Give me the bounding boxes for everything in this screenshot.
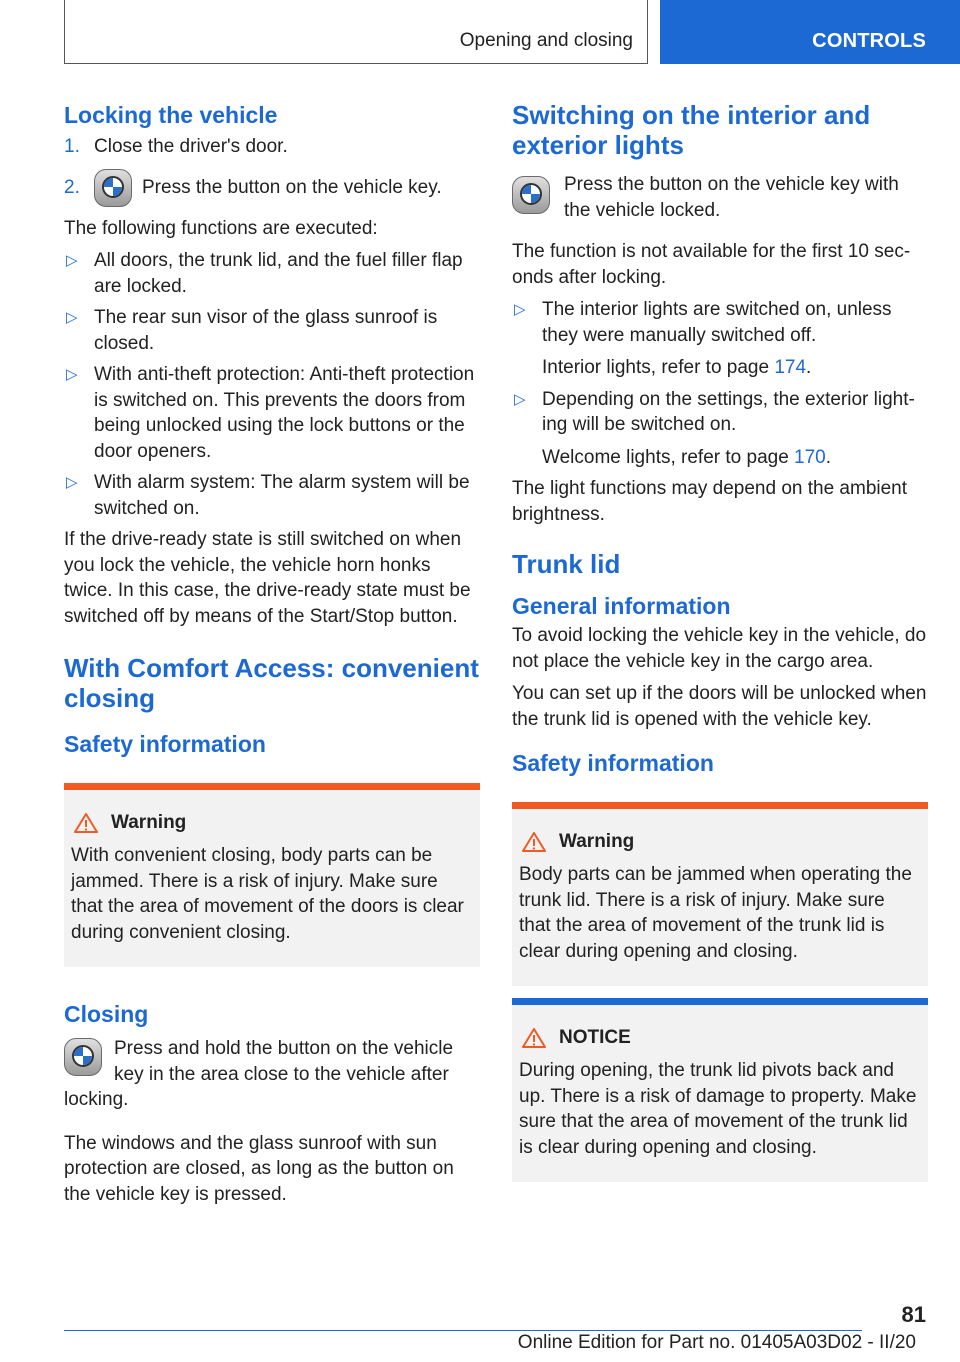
warning-title — [71, 812, 473, 834]
function-item — [64, 470, 480, 521]
step-number: 2. — [64, 176, 80, 198]
warning-title — [519, 831, 921, 853]
comfort-access-heading: With Comfort Access: convenient closing — [64, 653, 479, 713]
footer-divider — [64, 1330, 862, 1331]
notice-title — [519, 1027, 921, 1049]
general-paragraph-1: To avoid locking the vehicle key in the vehicle, do not place the vehicle key in the cargo area. — [512, 625, 927, 672]
warning-text: With convenient closing, body parts can be jammed. There is a risk of injury. Make sure that the area of movement of the doors is clear during convenient closing. — [71, 845, 464, 943]
triangle-bullet-icon: ▷ — [66, 252, 78, 269]
bmw-key-button-icon — [512, 176, 550, 214]
triangle-bullet-icon: ▷ — [66, 474, 78, 491]
trunk-lid-heading: Trunk lid — [512, 549, 621, 579]
warning-box — [64, 783, 480, 967]
edition-text: Online Edition for Part no. 01405A03D02 - II/20 — [517, 1332, 916, 1353]
general-paragraph-2: You can set up if the doors will be unlocked when the trunk lid is opened with the vehicle key. — [512, 683, 927, 730]
step-text: Press the button on the vehicle key. — [142, 176, 442, 198]
safety-heading: Safety information — [64, 731, 266, 757]
functions-intro: The following functions are executed: — [64, 217, 378, 239]
chapter-tab[interactable] — [660, 0, 960, 64]
light-item-text: Depending on the settings, the exterior lighting will be switched on. — [542, 388, 915, 435]
page-link[interactable]: 170 — [794, 446, 826, 468]
light-item — [512, 297, 928, 381]
not-available-paragraph: The function is not available for the first 10 seconds after locking. — [512, 241, 911, 288]
general-info-heading: General information — [512, 593, 731, 619]
notice-title-text: NOTICE — [559, 1027, 631, 1048]
chapter-tab-label: CONTROLS — [812, 30, 926, 52]
safety-heading: Safety information — [512, 750, 714, 776]
triangle-bullet-icon: ▷ — [514, 390, 526, 408]
warning-triangle-icon — [521, 1027, 547, 1049]
closing-heading: Closing — [64, 1001, 149, 1027]
step-1 — [64, 134, 480, 160]
function-item — [64, 248, 480, 299]
header-section-box — [64, 0, 648, 64]
step-2 — [64, 169, 480, 207]
bmw-key-button-icon — [94, 169, 132, 207]
section-title: Opening and closing — [459, 30, 633, 51]
step-text: Close the driver's door. — [94, 136, 288, 157]
triangle-bullet-icon: ▷ — [66, 309, 78, 326]
windows-paragraph: The windows and the glass sunroof with sun protection are closed, as long as the button on the vehicle key is pressed. — [64, 1132, 454, 1205]
notice-box — [512, 998, 928, 1182]
warning-triangle-icon — [73, 812, 99, 834]
light-item-ref: Interior lights, refer to page 174. — [542, 357, 812, 378]
page-number: 81 — [901, 1302, 926, 1327]
function-item — [64, 305, 480, 356]
right-column — [512, 100, 928, 1214]
closing-paragraph — [64, 1036, 480, 1113]
triangle-bullet-icon: ▷ — [514, 301, 526, 318]
function-text: The rear sun visor of the glass sunroof is closed. — [94, 307, 438, 354]
lights-heading: Switching on the interior and exterior lights — [512, 100, 871, 160]
lights-icon-text: Press the button on the vehicle key with the vehicle locked. — [564, 174, 899, 221]
left-column — [64, 100, 480, 1214]
closing-text: Press and hold the button on the vehicle key in the area close to the vehicle after locking. — [64, 1038, 454, 1110]
triangle-bullet-icon: ▷ — [66, 366, 78, 383]
function-item — [64, 362, 480, 464]
function-text: All doors, the trunk lid, and the fuel filler flap are locked. — [94, 250, 463, 297]
warning-box — [512, 802, 928, 986]
bmw-key-button-icon — [64, 1038, 102, 1076]
warning-title-text: Warning — [559, 831, 635, 852]
page-link[interactable]: 174 — [774, 357, 807, 378]
light-item-ref: Welcome lights, refer to page 170. — [542, 446, 832, 468]
lights-icon-paragraph — [512, 172, 928, 223]
ambient-paragraph: The light functions may depend on the ambient brightness. — [512, 478, 908, 525]
notice-text: During opening, the trunk lid pivots back and up. There is a risk of damage to property. Make sure that the area of movement of the trunk lid is clear during opening and closing. — [519, 1060, 917, 1158]
function-text: With anti-theft protection: Anti-theft protection is switched on. This prevents the doors from being unlocked using the lock buttons or the door openers. — [94, 364, 475, 462]
light-item-text: The interior lights are switched on, unless they were manually switched off. — [542, 299, 892, 346]
warning-triangle-icon — [521, 831, 547, 853]
warning-title-text: Warning — [111, 812, 187, 833]
warning-text: Body parts can be jammed when operating the trunk lid. There is a risk of injury. Make sure that the area of movement of the trunk lid is clear during opening and closing. — [519, 864, 912, 962]
function-text: With alarm system: The alarm system will be switched on. — [94, 472, 470, 519]
drive-ready-paragraph: If the drive-ready state is still switched on when you lock the vehicle, the vehicle horn honks twice. In this case, the drive-ready state must be switched off by means of the Start/Stop button. — [64, 529, 471, 627]
light-item — [512, 387, 928, 471]
step-number: 1. — [64, 136, 80, 157]
locking-heading: Locking the vehicle — [64, 102, 278, 128]
